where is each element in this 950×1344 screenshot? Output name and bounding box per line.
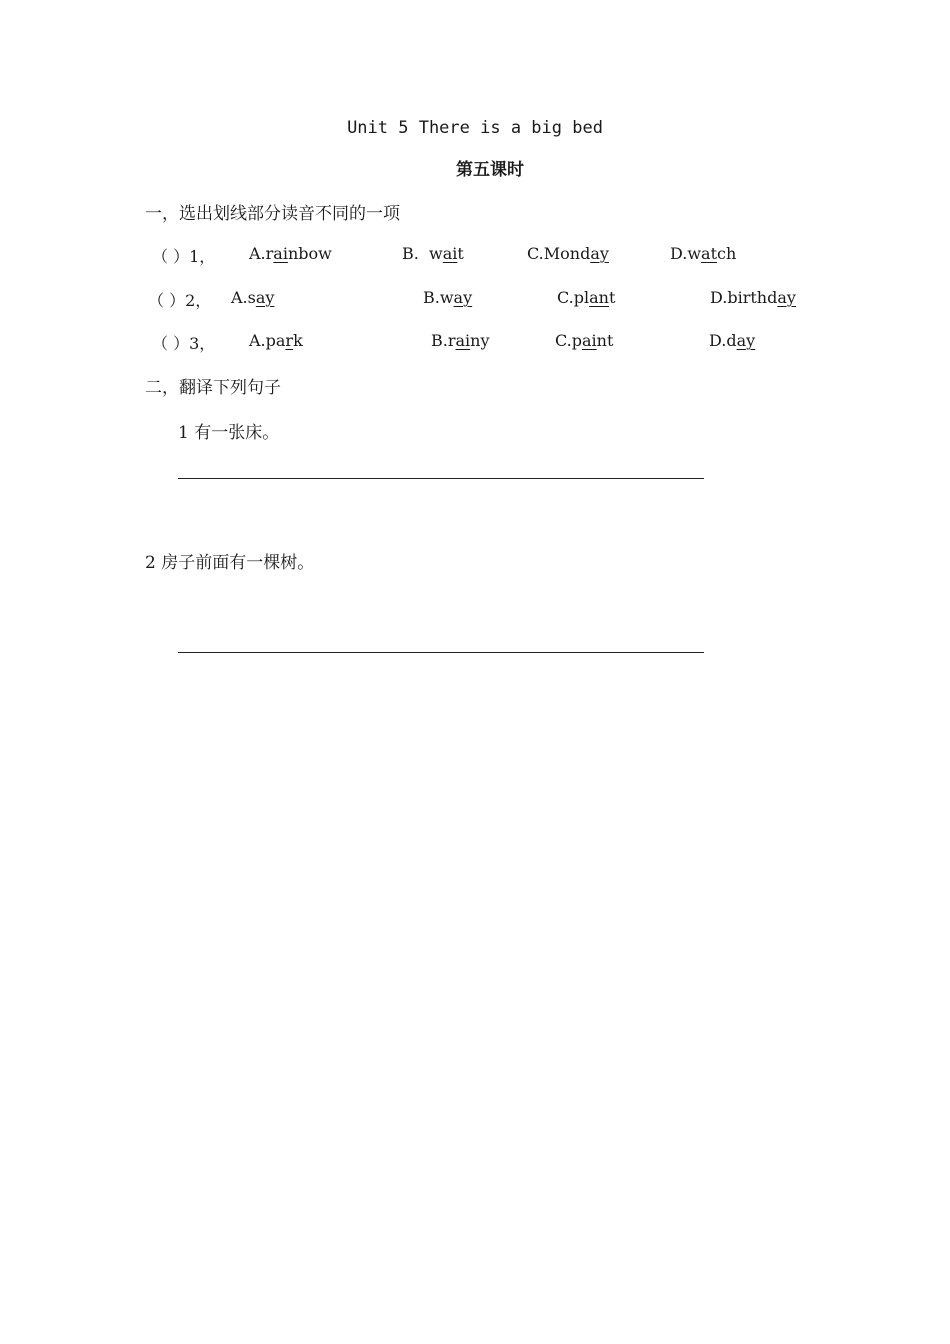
option-b[interactable]: B. wait [402,244,464,263]
answer-blank[interactable]: （ ）2， [148,291,212,310]
option-d[interactable]: D.day [709,331,756,350]
answer-line-2[interactable] [178,652,704,653]
option-c[interactable]: C.paint [555,331,614,350]
translate-sentence-2: 2 房子前面有一棵树。 [145,553,315,573]
option-c[interactable]: C.plant [557,288,616,307]
option-c[interactable]: C.Monday [527,244,609,263]
answer-blank[interactable]: （ ）1， [152,247,216,266]
lesson-subtitle: 第五课时 [456,160,524,180]
translate-sentence-1: 1 有一张床。 [178,423,280,443]
answer-line-1[interactable] [178,478,704,479]
section1-heading: 一，选出划线部分读音不同的一项 [145,204,400,224]
option-d[interactable]: D.birthday [710,288,796,307]
option-d[interactable]: D.watch [670,244,737,263]
section2-heading: 二，翻译下列句子 [145,378,281,398]
option-b[interactable]: B.rainy [431,331,490,350]
option-a[interactable]: A.rainbow [249,244,332,263]
page-title: Unit 5 There is a big bed [347,118,603,138]
option-b[interactable]: B.way [423,288,473,307]
option-a[interactable]: A.say [231,288,275,307]
option-a[interactable]: A.park [249,331,303,350]
answer-blank[interactable]: （ ）3， [152,334,216,353]
